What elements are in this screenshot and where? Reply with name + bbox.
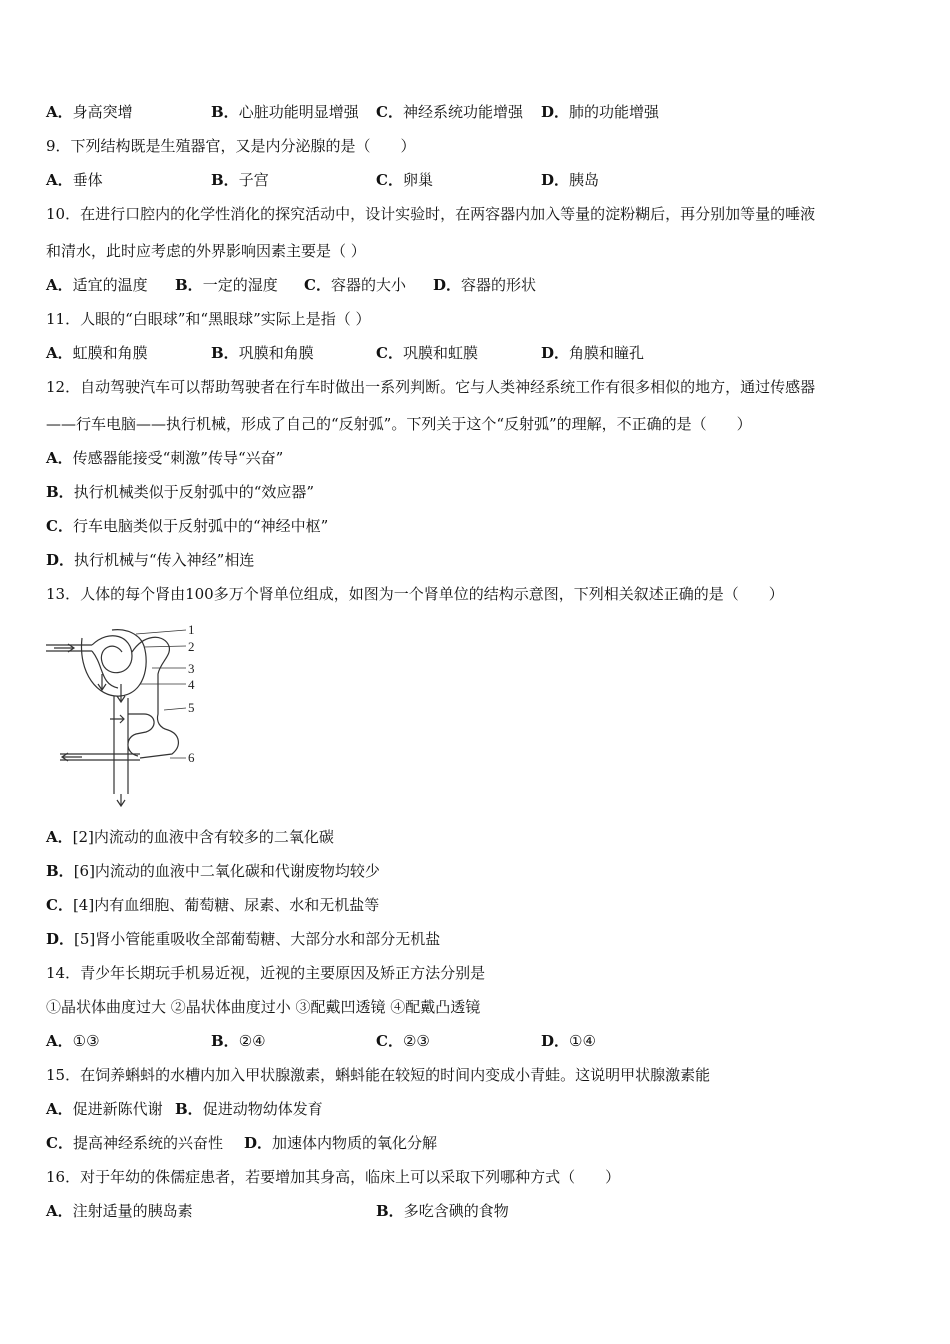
urine-outflow-arrow-icon bbox=[117, 794, 125, 806]
q11-option-a: A．虹膜和角膜 bbox=[46, 344, 148, 362]
q15-stem: 15．在饲养蝌蚪的水槽内加入甲状腺激素，蝌蚪能在较短的时间内变成小青蛙。这说明甲状腺激素能 bbox=[46, 1066, 711, 1084]
q8-option-d: D．肺的功能增强 bbox=[541, 103, 660, 121]
nephron-diagram bbox=[40, 618, 220, 813]
label-6: 6 bbox=[188, 750, 195, 765]
filtration-arrow-icon bbox=[98, 674, 106, 690]
q13-option-c: C．[4]内有血细胞、葡萄糖、尿素、水和无机盐等 bbox=[46, 896, 380, 914]
glomerulus bbox=[92, 636, 132, 688]
q10-option-d: D．容器的形状 bbox=[433, 276, 537, 294]
q9-option-b: B．子宫 bbox=[211, 171, 269, 189]
q8-option-c: C．神经系统功能增强 bbox=[376, 103, 523, 121]
q11-stem: 11．人眼的“白眼球”和“黑眼球”实际上是指（ ） bbox=[46, 310, 371, 328]
q9-option-c: C．卵巢 bbox=[376, 171, 433, 189]
q11-option-d: D．角膜和瞳孔 bbox=[541, 344, 645, 362]
q14-option-a: A．①③ bbox=[46, 1032, 100, 1050]
q16-stem: 16．对于年幼的侏儒症患者，若要增加其身高，临床上可以采取下列哪种方式（ ） bbox=[46, 1168, 621, 1186]
q11-option-b: B．巩膜和角膜 bbox=[211, 344, 314, 362]
label-leader-lines bbox=[136, 630, 186, 758]
label-3: 3 bbox=[188, 661, 195, 676]
q9-option-d: D．胰岛 bbox=[541, 171, 600, 189]
q12-option-d: D．执行机械与“传入神经”相连 bbox=[46, 551, 255, 569]
renal-tubule bbox=[114, 696, 154, 794]
tubule-down-arrow-icon bbox=[117, 684, 125, 702]
q9-stem: 9．下列结构既是生殖器官，又是内分泌腺的是（ ） bbox=[46, 137, 416, 155]
label-2: 2 bbox=[188, 639, 195, 654]
q14-stem: 14．青少年长期玩手机易近视，近视的主要原因及矫正方法分别是 bbox=[46, 964, 486, 982]
reabsorption-arrow-icon bbox=[110, 715, 124, 723]
q14-option-d: D．①④ bbox=[541, 1032, 596, 1050]
q9-option-a: A．垂体 bbox=[46, 171, 103, 189]
q11-option-c: C．巩膜和虹膜 bbox=[376, 344, 478, 362]
q10-stem-line1: 10．在进行口腔内的化学性消化的探究活动中，设计实验时，在两容器内加入等量的淀粉糊后，再分别加等量的唾液 bbox=[46, 205, 816, 223]
q15-option-b: B．促进动物幼体发育 bbox=[175, 1100, 323, 1118]
q14-option-b: B．②④ bbox=[211, 1032, 266, 1050]
q16-option-b: B．多吃含碘的食物 bbox=[376, 1202, 509, 1220]
q10-option-c: C．容器的大小 bbox=[304, 276, 406, 294]
q13-option-d: D．[5]肾小管能重吸收全部葡萄糖、大部分水和部分无机盐 bbox=[46, 930, 441, 948]
q15-option-c: C．提高神经系统的兴奋性 bbox=[46, 1134, 223, 1152]
label-4: 4 bbox=[188, 677, 195, 692]
q12-option-c: C．行车电脑类似于反射弧中的“神经中枢” bbox=[46, 517, 329, 535]
q10-stem-line2: 和清水，此时应考虑的外界影响因素主要是（ ） bbox=[46, 242, 366, 260]
q12-stem-line2: ——行车电脑——执行机械，形成了自己的“反射弧”。下列关于这个“反射弧”的理解，不正确的是（ ） bbox=[46, 415, 752, 433]
q8-option-a: A．身高突增 bbox=[46, 103, 133, 121]
q13-option-b: B．[6]内流动的血液中二氧化碳和代谢废物均较少 bbox=[46, 862, 380, 880]
efferent-arteriole bbox=[132, 637, 178, 758]
q12-option-b: B．执行机械类似于反射弧中的“效应器” bbox=[46, 483, 315, 501]
q16-option-a: A．注射适量的胰岛素 bbox=[46, 1202, 193, 1220]
q10-option-b: B．一定的湿度 bbox=[175, 276, 278, 294]
label-1: 1 bbox=[188, 622, 195, 637]
q14-items: ①晶状体曲度过大 ②晶状体曲度过小 ③配戴凹透镜 ④配戴凸透镜 bbox=[46, 998, 481, 1016]
q13-stem: 13．人体的每个肾由100多万个肾单位组成，如图为一个肾单位的结构示意图，下列相关叙述正确的是（ ） bbox=[46, 585, 784, 603]
q12-option-a: A．传感器能接受“刺激”传导“兴奋” bbox=[46, 449, 284, 467]
q14-option-c: C．②③ bbox=[376, 1032, 430, 1050]
q12-stem-line1: 12．自动驾驶汽车可以帮助驾驶者在行车时做出一系列判断。它与人类神经系统工作有很多相似的地方，通过传感器 bbox=[46, 378, 816, 396]
label-5: 5 bbox=[188, 700, 195, 715]
q10-option-a: A．适宜的温度 bbox=[46, 276, 148, 294]
q13-option-a: A．[2]内流动的血液中含有较多的二氧化碳 bbox=[46, 828, 334, 846]
q8-option-b: B．心脏功能明显增强 bbox=[211, 103, 359, 121]
q15-option-a: A．促进新陈代谢 bbox=[46, 1100, 163, 1118]
q15-option-d: D．加速体内物质的氧化分解 bbox=[244, 1134, 438, 1152]
